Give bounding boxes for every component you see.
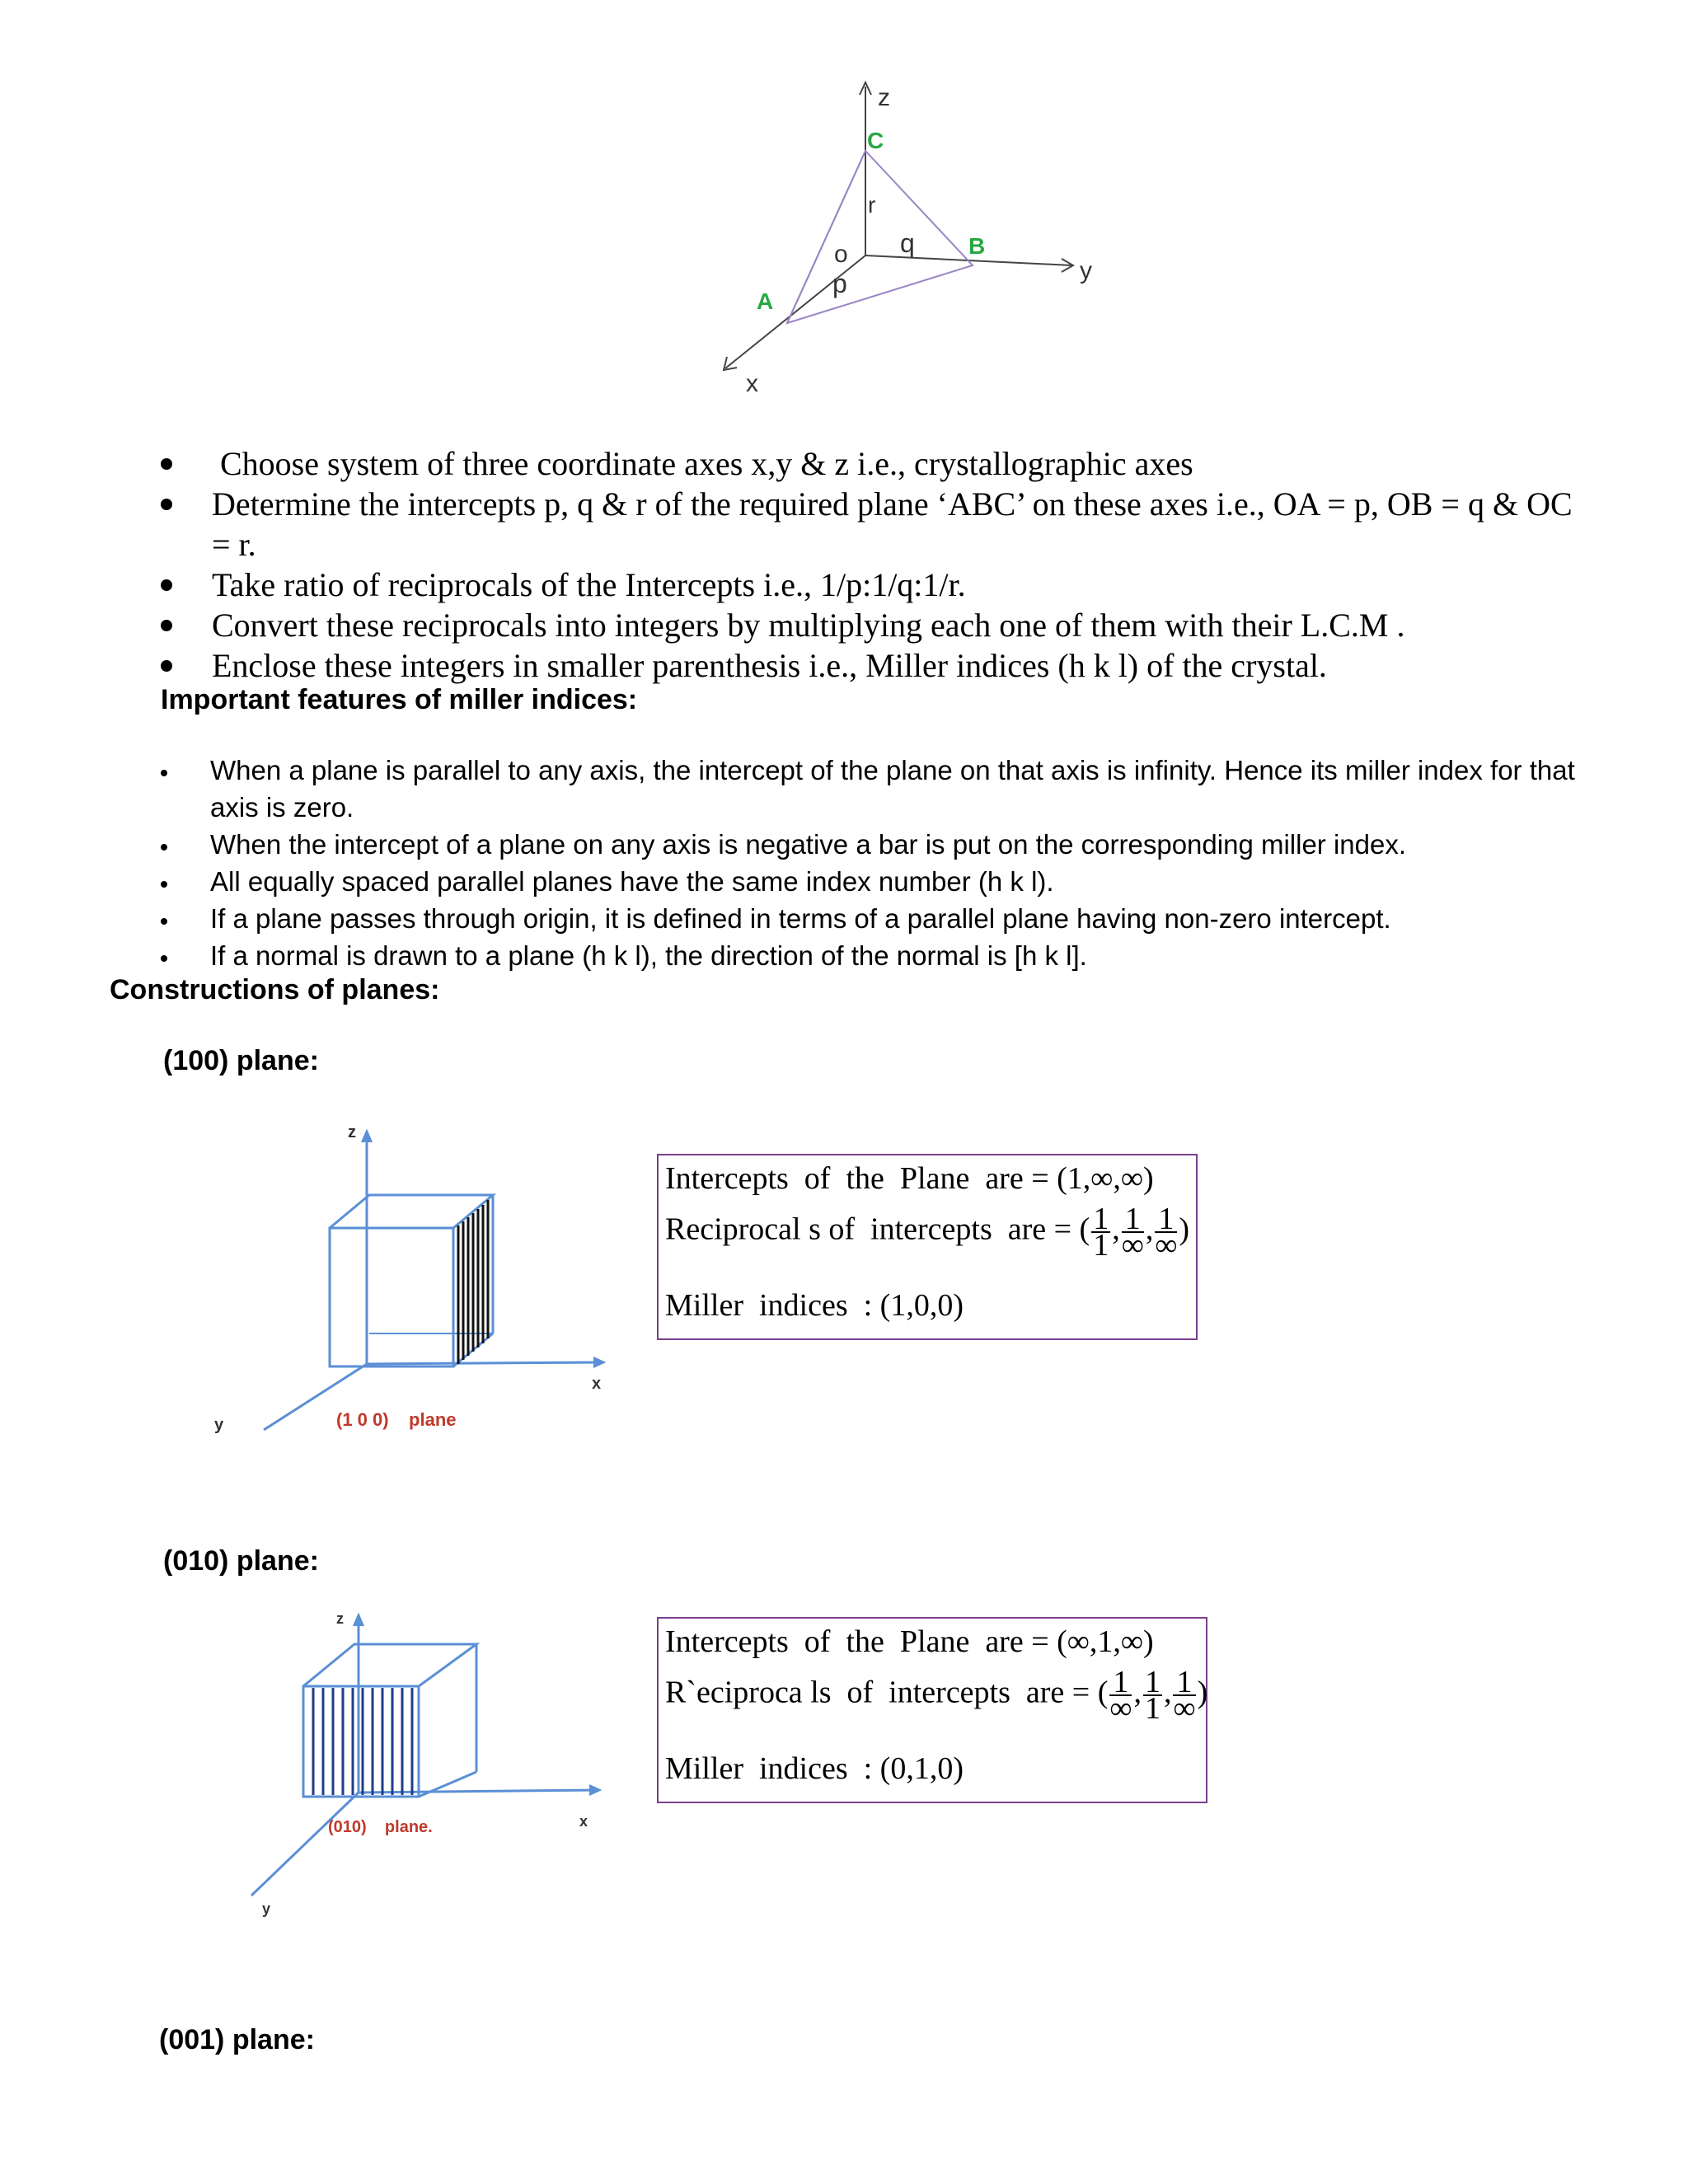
cube-top-edges (303, 1644, 476, 1686)
plane100-reciprocals: Reciprocal s of intercepts are = ( $\frac{1}{1}$ , $\frac{1}{\infty}$ , $\frac{1}{\infty}$ ) (665, 1202, 1190, 1263)
plane010-result-box (657, 1617, 1207, 1803)
axis-y-label: y (214, 1416, 224, 1434)
z-axis-arrow (362, 1131, 372, 1142)
plane100-heading: (100) plane: (163, 1045, 319, 1076)
fraction: $\frac{1}{\infty}$ (1109, 1665, 1132, 1726)
axis-z-label: z (348, 1123, 356, 1141)
list-item: Choose system of three coordinate axes x,y & z i.e., crystallographic axes (161, 443, 1595, 484)
plane-abc (787, 151, 973, 323)
plane100-result-box (657, 1154, 1198, 1340)
z-axis-arrow (354, 1615, 363, 1626)
bullet-icon (161, 458, 172, 470)
list-item: Determine the intercepts p, q & r of the required plane ‘ABC’ on these axes i.e., OA = p, OB = q & OC = r. (161, 484, 1595, 565)
axis-x-label: x (592, 1375, 602, 1393)
point-c-label: C (867, 128, 884, 153)
plane010-heading: (010) plane: (163, 1545, 319, 1577)
plane100-hatch (458, 1200, 488, 1364)
x-axis-arrow (589, 1785, 600, 1795)
steps-list (161, 443, 1595, 686)
constructions-heading: Constructions of planes: (110, 974, 440, 1005)
fraction: $\frac{1}{1}$ (1144, 1665, 1160, 1726)
plane001-heading: (001) plane: (159, 2024, 315, 2055)
plane010-miller: Miller indices : (0,1,0) (665, 1751, 964, 1786)
plane010-diagram (231, 1599, 626, 1929)
axis-z-label: z (336, 1610, 344, 1627)
axis-z-label: z (878, 84, 890, 111)
intercept-q-label: q (900, 228, 915, 258)
point-a-label: A (757, 288, 774, 314)
list-item: All equally spaced parallel planes have the same index number (h k l). (161, 863, 1599, 900)
fraction: $\frac{1}{1}$ (1093, 1202, 1109, 1263)
list-item: Enclose these integers in smaller parenthesis i.e., Miller indices (h k l) of the crystal. (161, 645, 1595, 686)
features-heading: Important features of miller indices: (161, 684, 638, 715)
plane010-reciprocals: R`eciproca ls of intercepts are = ( $\frac{1}{\infty}$ , $\frac{1}{1}$ , $\frac{1}{\infty}$ ) (665, 1665, 1208, 1726)
bullet-icon (161, 955, 167, 962)
intercept-diagram (0, 0, 1688, 412)
bullet-icon (161, 770, 167, 776)
axis-x-label: x (746, 370, 758, 397)
plane010-intercepts: Intercepts of the Plane are = (∞,1,∞) (665, 1624, 1154, 1659)
plane100-intercepts: Intercepts of the Plane are = (1,∞,∞) (665, 1161, 1154, 1196)
bullet-icon (161, 499, 172, 510)
plane100-diagram (190, 1113, 635, 1451)
bullet-icon (161, 844, 167, 851)
axis-x-label: x (579, 1813, 588, 1830)
intercept-r-label: r (868, 192, 876, 218)
x-axis-arrow (593, 1357, 604, 1367)
list-item: When the intercept of a plane on any axis is negative a bar is put on the corresponding miller index. (161, 826, 1599, 863)
bullet-icon (161, 620, 172, 631)
x-axis-line (359, 1790, 598, 1793)
plane-edge-ca (787, 151, 865, 323)
list-item: If a plane passes through origin, it is defined in terms of a parallel plane having non-zero intercept. (161, 900, 1599, 937)
cube-bottom-edge (419, 1772, 476, 1797)
origin-label: o (834, 241, 848, 268)
plane100-miller: Miller indices : (1,0,0) (665, 1288, 964, 1323)
bullet-icon (161, 660, 172, 672)
bullet-icon (161, 918, 167, 925)
fraction: $\frac{1}{\infty}$ (1121, 1202, 1144, 1263)
list-item: If a normal is drawn to a plane (h k l), the direction of the normal is [h k l]. (161, 937, 1599, 974)
list-item: Convert these reciprocals into integers by multiplying each one of them with their L.C.M . (161, 605, 1595, 645)
list-item: When a plane is parallel to any axis, the intercept of the plane on that axis is infinity. Hence its miller index for that axis is zero. (161, 752, 1599, 826)
axis-y-label: y (262, 1900, 271, 1917)
x-axis-line (367, 1362, 602, 1364)
intercept-p-label: p (832, 269, 847, 298)
plane010-label: (010) plane. (328, 1818, 433, 1836)
bullet-icon (161, 881, 167, 888)
plane100-label: (1 0 0) plane (336, 1409, 457, 1430)
axis-y-label: y (1080, 257, 1092, 284)
plane010-hatch (313, 1688, 412, 1795)
cube-front-face (330, 1228, 453, 1366)
fraction: $\frac{1}{\infty}$ (1155, 1202, 1178, 1263)
fraction: $\frac{1}{\infty}$ (1173, 1665, 1196, 1726)
bullet-icon (161, 579, 172, 591)
point-b-label: B (968, 233, 986, 259)
features-list (161, 752, 1599, 974)
y-axis-line (251, 1793, 359, 1896)
list-item: Take ratio of reciprocals of the Intercepts i.e., 1/p:1/q:1/r. (161, 565, 1595, 605)
